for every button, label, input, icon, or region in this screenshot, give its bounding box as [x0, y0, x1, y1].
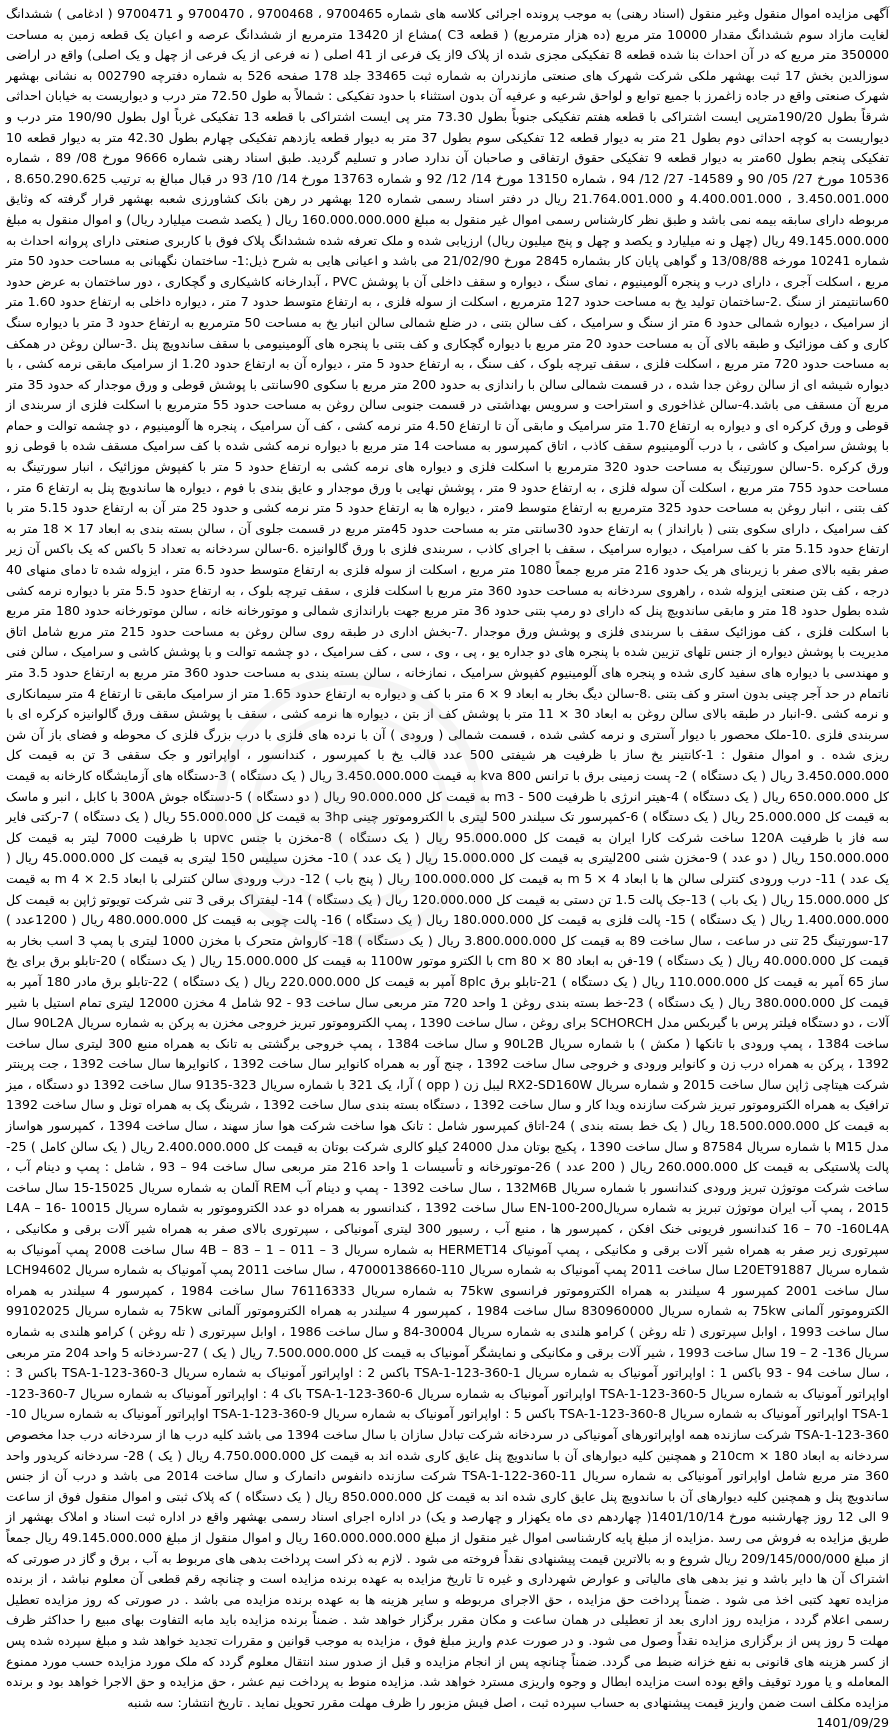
publish-date: 1401/09/29 [816, 1715, 889, 1731]
notice-body: آگهی مزایده اموال منقول وغیر منقول (اسناد رهنی) به موجب پرونده اجرائی کلاسه های شماره 9700465 ، 9700468 ، 9700470 و 9700471 ( ادغامی ) ششدانگ لغایت مازاد سوم ششدانگ مقدار 10000 متر مربع (ده هزار مترمربع) ( قطعه C3 )مشاع از 13420 مترمربع از ششدانگ عرصه و اعیان یک قطعه زمین به مساحت 350000 متر مربع که در آن احداث بنا شده قطعه 8 تفکیکی مجزی شده از پلاک 9از یک فرعی از 41 اصلی ( نه فرعی از یک فرعی از چهل و یک اصلی) واقع در اراضی سوزالدین بخش 17 ثبت بهشهر ملکی شرکت شهرک های صنعتی مازندران به شماره ثبت 33465 جلد 178 صفحه 526 به شماره دفترچه 002790 به نشانی بهشهر شهرک صنعتی واقع در جاده زاغمرز با جمیع توابع و لواحق شرعیه و عرفیه آن بدون استثناء با حدود تفکیکی : شمالاً به طول 72.50 متر درب و دیواریست به خیابان احداثی شرقاً بطول 190/20مترپی ایست اشتراکی با قطعه هفتم تفکیکی جنوباً بطول 73.30 متر پی ایست اشتراکی با قطعه 13 تفکیکی غرباً اول بطول 190/90 متر درب و دیواریست به کوچه احداثی دوم بطول 21 متر به دیوار قطعه 12 تفکیکی سوم بطول 37 متر به دیوار قطعه یازدهم تفکیکی چهارم بطول 42.30 متر به دیوار قطعه 10 تفکیکی پنجم بطول 60متر به دیوار قطعه 9 تفکیکی حقوق ارتفاقی و صاحبان آن ندارد صادر و تسلیم گردید. طبق اسناد رهنی شماره 9666 مورخ 08/ 89 ، شماره 10536 مورخ 27/ 05/ 90 و 14589- 27/ 12/ 94 ، شماره 13150 مورخ 14/ 12/ 92 و شماره 13763 مورخ 14/ 10/ 93 در قبال مبالغ به ترتیب 8.650.290.625 ، 3.450.001.000 ، 4.400.001.000 و 21.764.001.000 ریال در دفتر اسناد رسمی شماره 120 بهشهر در رهن بانک کشاورزی شعبه بهشهر قرار گرفته که وثایق مربوطه دارای سابقه بیمه نمی باشد و طبق نظر کارشناس رسمی اموال غیر منقول به مبلغ 160.000.000.000 ریال ( یکصد شصت میلیارد ریال) و اموال منقول به مبلغ 49.145.000.000 ریال (چهل و نه میلیارد و یکصد و چهل و پنج میلیون ریال) ارزیابی شده و ملک تعرفه شده ششدانگ پلاک فوق با کاربری صنعتی دارای پروانه احداث به شماره 10241 مورخه 13/08/88 و گواهی پایان کار بشماره 2845 مورخ 21/02/90 می باشد و اعیانی هایی به شرح ذیل:1- ساختمان نگهبانی به مساحت حدود 50 متر مربع ، اسکلت آجری ، دارای درب و پنجره آلومینیوم ، نمای سنگ ، دیواره و سقف داخلی آن با پوشش PVC ، آبدارخانه کاشیکاری و گچکاری ، دور ساختمان به عرض حدود 60سانتیمتر از سنگ .2-ساختمان تولید یخ به مساحت حدود 127 مترمربع ، اسکلت از سوله فلزی ، به ارتفاع متوسط حدود 7 متر ، دیواره داخلی به ارتفاع حدود 1.60 متر از سرامیک ، دیواره شمالی حدود 6 متر از سنگ و سرامیک ، کف سالن بتنی ، در ضلع شمالی سالن انبار یخ به مساحت 50 مترمربع به ارتفاع حدود 3 متر با دیواره سنگ کاری و کف موزائیک و طبقه بالای آن به مساحت حدود 20 متر مربع با دیواره گچکاری و کف بتنی با پنجره های آلومینیومی با سقف ساندویچ پنل .3-سالن روغن در همکف به مساحت حدود 720 متر مربع ، اسکلت فلزی ، سقف تیرچه بلوک ، کف سنگ ، به ارتفاع حدود 5 متر ، دیواره آن به ارتفاع حدود 1.20 از سرامیک مابقی نرمه کشی ، با دیواره شیشه ای از سالن روغن جدا شده ، در قسمت شمالی سالن با راندازی به حدود 200 متر مربع با سکوی 90سانتی با پوشش قوطی و ورق موجدار که حدود 35 متر مربع آن مسقف می باشد.4-سالن غذاخوری و استراحت و سرویس بهداشتی در قسمت جنوبی سالن روغن به مساحت حدود 55 مترمربع با اسکلت فلزی از سربندی از قوطی و ورق کرکره ای و دیواره به ارتفاع 1.70 متر سرامیک و مابقی آن تا ارتفاع 4.50 متر نرمه کشی ، کف آن سرامیک ، پنجره ها آلومینیوم ، دو چشمه توالت و حمام با پوشش سرامیک و کاشی ، با درب آلومینیوم سقف کاذب ، اتاق کمپرسور به مساحت 14 متر مربع با دیواره نرمه کشی شده با کف سرامیک مسقف شده با قوطی زو ورق کرکره .5-سالن سورتینگ به مساحت حدود 320 مترمربع با اسکلت فلزی و دیواره های نرمه کشی به ارتفاع حدود 5 متر با کفپوش موزائیک ، انبار سورتینگ به مساحت حدود 755 متر مربع ، اسکلت آن سوله فلزی ، به ارتفاع حدود 9 متر ، پوشش نهایی با ورق موجدار و عایق بندی با فوم ، دیواره ها ساندویچ پنل به ارتفاع 6 متر ، کف بتنی ، انبار روغن به مساحت حدود 325 مترمربع به ارتفاع متوسط 9متر ، دیواره ها به ارتفاع حدود 5 متر نرمه کشی و حدود 25 متر آن به ارتفاع حدود 5.15 متر با کف سرامیک ، دارای سکوی بتنی ( بارانداز ) به ارتفاع حدود 30سانتی متر به مساحت حدود 45متر مربع در قسمت جلوی آن ، سالن بسته بندی به ابعاد 17 × 18 متر به ارتفاع حدود 5.15 متر با کف سرامیک ، دیواره سرامیک ، سقف با اجرای کاذب ، سربندی فلزی با ورق گالوانیزه .6-سالن سردخانه به تعداد 5 باکس که یک باکس آن زیر صفر بقیه بالای صفر با زیربنای هر یک حدود 216 متر مربع جمعاً 1080 متر مربع ، اسکلت از سوله فلزی به ارتفاع متوسط حدود 6.5 متر ، ایزوله شده تا دمای منهای 40 درجه ، کف بتن صنعتی ایزوله شده ، راهروی سردخانه به مساحت حدود 360 متر مربع با اسکلت فلزی ، سقف تیرچه بلوک ، به ارتفاع حدود 5.5 متر با دیواره نرمه کشی شده بطول حدود 18 متر و مابقی ساندویچ پنل که دارای دو رمپ بتنی حدود 36 متر مربع جهت باراندازی شمالی و موتورخانه خانه ، سالن موتورخانه حدود 180 متر مربع با اسکلت فلزی ، کف موزائیک سقف با سربندی فلزی و پوشش ورق موجدار .7-بخش اداری در طبقه روی سالن روغن به مساحت حدود 215 متر مربع شامل اتاق مدیریت با پوشش دیواره از جنس تلهای تزیین شده با پنجره های دو جداره یو ، پی ، وی ، سی ، کف سرامیک ، دو چشمه توالت و با پوشش کاشی و سرامیک ، سالن فنی و مهندسی با دیواره های سفید کاری شده و پنجره های آلومینیوم کفپوش سرامیک ، نمازخانه ، سالن بسته بندی به مساحت حدود 360 متر مربع به ارتفاع حدود 3.5 متر ناتمام در حد آجر چینی بدون استر و کف بتنی .8-سالن دیگ بخار به ابعاد 9 × 6 متر با کف و دیواره به ارتفاع حدود 1.65 متر از سرامیک مابقی تا ارتفاع 4 متر سیمانکاری و نرمه کشی .9-انبار در طبقه بالای سالن روغن به ابعاد 30 × 11 متر با پوشش کف از بتن ، دیواره ها نرمه کشی ، سقف با پوشش سقف ورق گالوانیزه کرکره ای با سربندی فلزی .10-ملک محصور با دیوار آستری و نرمه کشی شده ، قسمت شمالی ( ورودی ) آن با نرده های فلزی با درب بزرگ فلزی ک محوطه و فضای باز آن شن ریزی شده . و اموال منقول : 1-کانتینر یخ ساز با ظرفیت هر شیفتی 500 عدد قالب یخ با کمپرسور ، کندانسور ، اواپراتور و جک سقفی 3 تن به قیمت کل 3.450.000.000 ریال ( یک دستگاه ) 2- پست زمینی برق با ترانس 800 kva به قیمت 3.450.000.000 ریال ( یک دستگاه ) 3-دستگاه های آزمایشگاه کارخانه به قیمت کل 650.000.000 ریال ( یک دستگاه ) 4-هیتر انرژی با ظرفیت 500 - m3 به قیمت کل 90.000.000 ریال ( دو دستگاه ) 5-دستگاه جوش 300A با کابل ، انبر و ماسک به قیمت کل 25.000.000 ریال ( یک دستگاه ) 6-کمپرسور تک سیلندر 500 لیتری با الکتروموتور چینی 3hp به قیمت کل 55.000.000 ریال ( یک دستگاه ) 7-رکتی فایر سه فاز با ظرفیت 120A ساخت شرکت کارا ایران به قیمت کل 95.000.000 ریال ( یک دستگاه ) 8-مخزن با جنس upvc با ظرفیت 7000 لیتر به قیمت کل 150.000.000 ریال ( دو عدد ) 9-مخزن شنی 200لیتری به قیمت کل 15.000.000 ریال ( یک عدد ) 10- مخزن سیلیس 150 لیتری به قیمت کل 45.000.000 ریال ( یک عدد ) 11- درب ورودی کنترلی سالن ها با ابعاد 4 × 5 m به قیمت کل 100.000.000 ریال ( پنج باب ) 12- درب ورودی سالن کنترلی با ابعاد 2.5 × 4 m به قیمت کل 15.000.000 ریال ( یک باب ) 13-جک پالت 1.5 تن دستی به قیمت کل 120.000.000 ریال ( یک دستگاه ) 14- لیفتراک برقی 3 تنی شرکت تویوتو ژاپن به قیمت کل 1.400.000.000 ریال ( یک دستگاه ) 15- پالت فلزی به قیمت کل 180.000.000 ریال ( یک دستگاه ) 16- پالت چوبی به قیمت کل 480.000.000 ریال ( 1200عدد ) 17-سورتینگ 25 تنی در ساعت ، سال ساخت 89 به قیمت کل 3.800.000.000 ریال ( یک دستگاه ) 18- کارواش متحرک با مخزن 1000 لیتری با پمپ 3 اسب بخار به قیمت کل 40.000.000 ریال ( یک دستگاه ) 19-فن به ابعاد 80 × 80 cm با الکترو موتور 1100w به قیمت کل 15.000.000 ریال ( یک دستگاه ) 20-تابلو برق برای یخ ساز 65 آمپر به قیمت کل 110.000.000 ریال ( یک دستگاه ) 21-تابلو برق 8plc آمپر به قیمت کل 220.000.000 ریال ( یک دستگاه ) 22-تابلو برق مادر 180 آمپر به قیمت کل 380.000.000 ریال ( یک دستگاه ) 23-خط بسته بندی روغن 1 واحد 720 متر مربعی سال ساخت 93 - 92 شامل 4 مخزن 12000 لیتری تمام استیل با شیر آلات ، دو دستگاه فیلتر پرس با گیربکس مدل SCHORCH برای روغن ، سال ساخت 1390 ، پمپ الکتروموتور تبریز خروجی مخزن به پرکن به شماره سریال 90L2A سال ساخت 1384 ، پمپ ورودی با تانکها ( مکش ) با شماره سریال 90L2B و سال ساخت 1384 ، پمپ خروجی برگشتی به تانک به همراه منبع 300 لیتری سال ساخت 1392 ، پرکن به همراه درب زن و کانوایر ورودی و خروجی سال ساخت 1392 ، چنج آور به همراه کانوایر سال ساخت 1392 ، کانوایرها سال ساخت 1392 ، جت پرینتر شرکت هیتاچی ژاپن سال ساخت 2015 و شماره سریال RX2-SD160W لیبل زن ( opp ) آرا، یک 321 با شماره سریال 323-9135 سال ساخت 1392 دو دستگاه ، میز ترافیک به همراه الکتروموتور تبریز شرکت سازنده ویدا کار و سال ساخت 1392 ، دستگاه بسته بندی سال ساخت 1392 ، شرینگ پک به همراه تونل و سال ساخت 1392 به قیمت کل 18.500.000.000 ریال ( یک خط بسته بندی ) 24-اتاق کمپرسور شامل : تانک هوا ساخت شرکت هوا ساز سهند ، سال ساخت 1394 ، کمپرسور هواساز مدل M15 با شماره سریال 87584 و سال ساخت 1390 ، پکیج بوتان مدل 24000 کیلو کالری شرکت بوتان به قیمت کل 2.400.000.000 ریال ( یک سالن کامل ) 25-پالت پلاستیکی به قیمت کل 260.000.000 ریال ( 200 عدد ) 26-موتورخانه و تأسیسات 1 واحد 216 متر مربعی سال ساخت 94 – 93 ، شامل : پمپ و دینام آب ، ساخت شرکت موتوژن تبریز ورودی کندانسور با شماره سریال 132M6B ، سال ساخت 1392 - پمپ و دینام آب REM آلمان به شماره سریال 15025-15 سال ساخت 2015 ، پمپ آب ایران موتوژن تبریز به شماره سریالEN-100-200 سال ساخت 1392 ، کندانسور به همراه دو عدد الکتروموتور به شماره سریال 10015 -16 L4A – 16 – 70 -160L4A کندانسور فریونی خنک افکن ، کمپرسور ها ، منبع آب ، رسیور 300 لیتری آمونیاکی ، سپرتوری بالای صفر به همراه شیر آلات برقی و مکانیکی ، سپرتوری زیر صفر به همراه شیر آلات برقی و مکانیکی ، پمپ آمونیاک HERMET14 به شماره سریال 3 – 011 – 1 – 83 – 4B سال ساخت 2008 پمپ آمونیاک به شماره سریال L20ET91887 سال ساخت 2011 پمپ آمونیاک به شماره سریال 110-47000138660 ، سال ساخت 2011 پمپ آمونیاک به شماره سریال LCH94602 سال ساخت 2001 کمپرسور 4 سیلندر به همراه الکتروموتور فرانسوی 75kw به شماره سریال 76116333 سال ساخت 1984 ، کمپرسور 4 سیلندر به همراه الکتروموتور آلمانی 75kw به شماره سریال 830960000 سال ساخت 1984 ، کمپرسور 4 سیلندر به همراه الکتروموتور آلمانی 75kw به شماره سریال 99102025 سال ساخت 1993 ، اوابل سپرتوری ( تله روغن ) کرامو هلندی به شماره سریال 30004-84 و سال ساخت 1986 ، اوابل سپرتوری ( تله روغن ) کرامو هلندی به شماره سریال 136- 2 – 19 سال ساخت 1993 ، شیر آلات برقی و مکانیکی و نمایشگر آمونیاک به قیمت کل 7.500.000.000 ریال ( یک ) 27-سردخانه 5 واحد 204 متر مربعی ، سال ساخت 94 - 93 باکس 1 : اواپراتور آمونیاک به شماره سریال TSA-1-123-360-1 باکس 2 : اواپراتور آمونیاک به شماره سریال 3-360-123-TSA-1 باکس 3 : اواپراتور آمونیاک به شماره سریال 5-360-123-TSA-1 اواپراتور آمونیاک به شماره سریال 6-360-123-TSA-1 باک 4 : اواپراتور آمونیاک به شماره سریال 7-360-123-TSA-1 اواپراتور آمونیاک به شماره سریال 8-360-123-TSA-1 باکس 5 : اواپراتور آمونیاک به شماره سریال 9-360-123-TSA-1 اواپراتور آمونیاک به شماره سریال 10-360-123-TSA-1 شرکت سازنده همه اواپراتورهای آمونیاکی در سردخانه شرکت تبادل سازان با سال ساخت 1394 می باشد کلیه درب ها از سردخانه درب جدا مخصوص سردخانه به ابعاد 180 × 210cm و همچنین کلیه دیوارهای آن با ساندویچ پنل عایق کاری شده اند به قیمت کل 4.750.000.000 ریال ( یک ) 28- سردخانه کریدور واحد 360 متر مربع شامل اواپراتور آمونیاکی به شماره سریال 11-360-122-TSA-1 شرکت سازنده دانفوس دانمارک و سال ساخت 2014 می باشد و درب آن از جنس ساندویچ پنل و همچنین کلیه دیوارهای آن با ساندویچ پنل عایق کاری شده اند به قیمت کل 850.000.000 ریال ( یک دستگاه ) که پلاک ثبتی و اموال منقول فوق از ساعت 9 الی 12 روز چهارشنبه مورخ 1401/10/14( چهاردهم دی ماه یکهزار و چهارصد و یک) در اداره اجرای اسناد رسمی بهشهر واقع در اداره ثبت اسناد و املاک بهشهر از طریق مزایده به فروش می رسد .مزایده از مبلغ پایه کارشناسی اموال غیر منقول از مبلغ 160.000.000.000 ریال و اموال منقول از مبلغ 49.145.000.000 ریال جمعاً از مبلغ 209/145/000/000 ریال شروع و به بالاترین قیمت پیشنهادی نقداً فروخته می شود . لازم به ذکر است پرداخت بدهی های مربوط به آب ، برق و گاز در صورتی که اشتراک آن ها دایر باشد و نیز بدهی های مالیاتی و عوارض شهرداری و غیره تا تاریخ مزایده به عهده برنده مزایده است و چنانچه رقم قطعی آن معلوم نباشد ، از برنده مزایده تعهد کتبی اخذ می شود . ضمناً پرداخت حق مزایده ، حق الاجرای مربوطه و سایر هزینه ها به عهده برنده مزایده می باشد . در صورتی که روز مزایده تعطیل رسمی اعلام گردد ، مزایده روز اداری بعد از تعطیلی در همان ساعت و مکان مقرر برگزار خواهد شد . ضمناً برنده مزایده باید مابه التفاوت بهای مبیع را حداکثر ظرف مهلت 5 روز پس از برگزاری مزایده نقداً وصول می شود. و در صورت عدم واریز مبلغ فوق ، مزایده به موجب قوانین و مقررات تجدید خواهد شد و مبلغ سپرده شده پس از کسر هزینه های قانونی به نفع خزانه ضبط می گردد. ضمناً چنانچه پس از انجام مزایده و قبل از صدور سند انتقال معلوم گردد که ملک مورد مزایده حسب مورد ممنوع المعامله و یا مورد توقیف واقع بوده است مزایده ابطال و وجوه واریزی مسترد خواهد شد. مزایده منوط به پرداخت نیم عشر ، حق مزایده و حق الاجرا خواهد بود و برنده مزایده مکلف است ضمن واریز قیمت پیشنهادی به حساب سپرده ثبت ، اصل فیش مزبور را ظرف مهلت مقرر تحویل نماید . تاریخ انتشار: سه شنبه [6, 6, 890, 1710]
auction-notice-text [6, 4, 889, 1713]
